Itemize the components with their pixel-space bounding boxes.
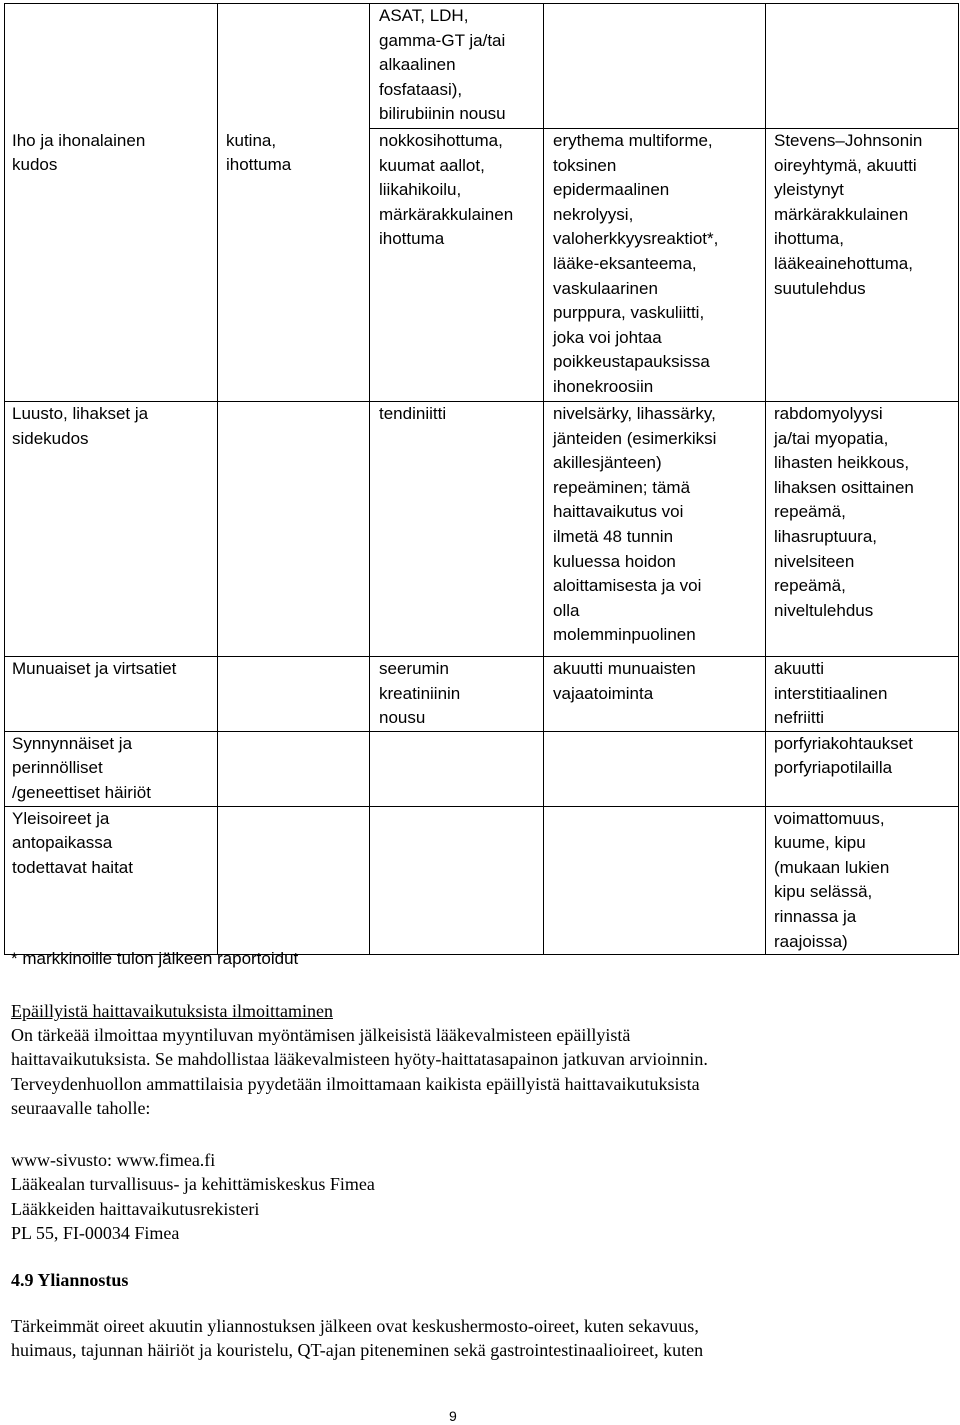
cell-line: joka voi johtaa bbox=[553, 327, 662, 347]
cell-line: ja/tai myopatia, bbox=[774, 428, 889, 448]
cell-line: kuluessa hoidon bbox=[553, 551, 676, 571]
uncommon-cell bbox=[370, 129, 544, 402]
cell-line: Yleisoireet ja bbox=[12, 808, 110, 828]
cell-line: perinnölliset bbox=[12, 758, 103, 778]
uncommon-cell bbox=[370, 731, 544, 806]
overdose-line: huimaus, tajunnan häiriöt ja kouristelu, QT-ajan piteneminen sekä gastrointestinaalioireet, kuten bbox=[11, 1340, 704, 1361]
address-website[interactable]: www-sivusto: www.fimea.fi bbox=[11, 1150, 216, 1170]
organ-class-cell bbox=[5, 129, 218, 402]
common-cell bbox=[218, 806, 370, 955]
cell-line: molemminpuolinen bbox=[553, 625, 696, 645]
cell-line: olla bbox=[553, 600, 580, 620]
cell-line: märkärakkulainen bbox=[774, 204, 909, 224]
cell-line: nefriitti bbox=[774, 708, 825, 728]
uncommon-cell bbox=[370, 806, 544, 955]
cell-line: porfyriakohtaukset bbox=[774, 733, 913, 753]
cell-line: akillesjänteen) bbox=[553, 453, 662, 473]
common-cell bbox=[218, 402, 370, 657]
cell-line: ihottuma, bbox=[774, 229, 844, 249]
cell-line: kuumat aallot, bbox=[379, 155, 485, 175]
cell-line: gamma-GT ja/tai bbox=[379, 30, 506, 50]
rare-cell bbox=[544, 129, 766, 402]
reporting-heading: Epäillyistä haittavaikutuksista ilmoittaminen bbox=[11, 1001, 333, 1021]
cell-line: oireyhtymä, akuutti bbox=[774, 155, 917, 175]
cell-line: interstitiaalinen bbox=[774, 683, 888, 703]
cell-line: lääkeainehottuma, bbox=[774, 253, 913, 273]
cell-line: sidekudos bbox=[12, 428, 89, 448]
cell-line: seerumin bbox=[379, 659, 449, 678]
cell-line: repeäminen; tämä bbox=[553, 477, 691, 497]
table-row bbox=[5, 657, 959, 732]
cell-line: bilirubiinin nousu bbox=[379, 104, 506, 124]
table-row bbox=[5, 402, 959, 657]
cell-line: kutina, bbox=[226, 130, 277, 150]
cell-line: kreatiniinin bbox=[379, 683, 461, 703]
cell-line: lihasruptuura, bbox=[774, 526, 878, 546]
cell-line: tendiniitti bbox=[379, 404, 447, 423]
organ-class-cell bbox=[5, 657, 218, 732]
reporting-line: seuraavalle taholle: bbox=[11, 1098, 151, 1119]
page-number: 9 bbox=[449, 1408, 457, 1424]
reporting-address bbox=[11, 1148, 375, 1246]
cell-line: Luusto, lihakset ja bbox=[12, 404, 149, 423]
cell-line: todettavat haitat bbox=[12, 857, 133, 877]
organ-class-cell bbox=[5, 806, 218, 955]
cell-line: jänteiden (esimerkiksi bbox=[553, 428, 717, 448]
common-cell bbox=[218, 129, 370, 402]
table-row bbox=[5, 129, 959, 402]
cell-line: Synnynnäiset ja bbox=[12, 733, 133, 753]
cell-line: erythema multiforme, bbox=[553, 131, 713, 150]
cell-line: nivelsiteen bbox=[774, 551, 855, 571]
cell-line: akuutti bbox=[774, 659, 825, 678]
cell-line: antopaikassa bbox=[12, 833, 113, 853]
rare-cell bbox=[544, 4, 766, 129]
cell-line: porfyriapotilailla bbox=[774, 758, 893, 778]
adverse-effects-table bbox=[4, 3, 959, 955]
cell-line: lääke-eksanteema, bbox=[553, 253, 697, 273]
common-cell bbox=[218, 4, 370, 129]
cell-line: nokkosihottuma, bbox=[379, 131, 503, 150]
cell-line: akuutti munuaisten bbox=[553, 659, 696, 678]
cell-line: niveltulehdus bbox=[774, 600, 874, 620]
unknown-frequency-cell bbox=[766, 129, 959, 402]
cell-line: ihonekroosiin bbox=[553, 376, 654, 396]
table-row bbox=[5, 4, 959, 129]
address-line: Lääkealan turvallisuus- ja kehittämiskeskus Fimea bbox=[11, 1174, 375, 1195]
section-heading-overdose: 4.9 Yliannostus bbox=[11, 1270, 129, 1290]
organ-class-cell bbox=[5, 4, 218, 129]
cell-line: lihasten heikkous, bbox=[774, 453, 910, 473]
organ-class-cell bbox=[5, 731, 218, 806]
uncommon-cell bbox=[370, 402, 544, 657]
cell-line: märkärakkulainen bbox=[379, 204, 514, 224]
cell-line: rinnassa ja bbox=[774, 906, 857, 926]
cell-line: ihottuma bbox=[379, 229, 445, 249]
cell-line: liikahikoilu, bbox=[379, 180, 462, 200]
rare-cell bbox=[544, 731, 766, 806]
cell-line: repeämä, bbox=[774, 502, 846, 522]
table-row bbox=[5, 731, 959, 806]
cell-line: nousu bbox=[379, 708, 426, 728]
reporting-line: Terveydenhuollon ammattilaisia pyydetään ilmoittamaan kaikista epäillyistä haittavaikutuksista bbox=[11, 1073, 700, 1094]
cell-line: toksinen bbox=[553, 155, 617, 175]
cell-line: /geneettiset häiriöt bbox=[12, 782, 151, 802]
cell-line: voimattomuus, bbox=[774, 808, 885, 828]
cell-line: nekrolyysi, bbox=[553, 204, 634, 224]
unknown-frequency-cell bbox=[766, 806, 959, 955]
cell-line: suutulehdus bbox=[774, 278, 866, 298]
reporting-line: On tärkeää ilmoittaa myyntiluvan myöntämisen jälkeisistä lääkevalmisteen epäillyistä bbox=[11, 1025, 631, 1045]
common-cell bbox=[218, 657, 370, 732]
unknown-frequency-cell bbox=[766, 402, 959, 657]
cell-line: purppura, vaskuliitti, bbox=[553, 303, 705, 323]
overdose-line: Tärkeimmät oireet akuutin yliannostuksen jälkeen ovat keskushermosto-oireet, kuten sekavuus, bbox=[11, 1316, 699, 1336]
cell-line: ASAT, LDH, bbox=[379, 6, 469, 25]
cell-line: Iho ja ihonalainen bbox=[12, 130, 146, 150]
cell-line: vaskulaarinen bbox=[553, 278, 658, 298]
cell-line: Stevens–Johnsonin bbox=[774, 131, 923, 150]
address-line: Lääkkeiden haittavaikutusrekisteri bbox=[11, 1198, 260, 1219]
cell-line: raajoissa) bbox=[774, 931, 848, 951]
cell-line: poikkeustapauksissa bbox=[553, 352, 710, 372]
cell-line: fosfataasi), bbox=[379, 79, 463, 99]
cell-line: valoherkkyysreaktiot*, bbox=[553, 229, 719, 249]
cell-line: kuume, kipu bbox=[774, 833, 866, 853]
address-line: PL 55, FI-00034 Fimea bbox=[11, 1223, 180, 1244]
unknown-frequency-cell bbox=[766, 4, 959, 129]
reporting-paragraph bbox=[11, 1023, 708, 1121]
cell-line: (mukaan lukien bbox=[774, 857, 890, 877]
cell-line: alkaalinen bbox=[379, 55, 456, 75]
rare-cell bbox=[544, 402, 766, 657]
cell-line: haittavaikutus voi bbox=[553, 502, 684, 522]
cell-line: kudos bbox=[12, 155, 58, 175]
organ-class-cell bbox=[5, 402, 218, 657]
rare-cell bbox=[544, 806, 766, 955]
cell-line: ilmetä 48 tunnin bbox=[553, 526, 674, 546]
cell-line: yleistynyt bbox=[774, 180, 844, 200]
rare-cell bbox=[544, 657, 766, 732]
cell-line: epidermaalinen bbox=[553, 180, 670, 200]
uncommon-cell bbox=[370, 4, 544, 129]
cell-line: kipu selässä, bbox=[774, 882, 873, 902]
cell-line: aloittamisesta ja voi bbox=[553, 576, 702, 596]
cell-line: rabdomyolyysi bbox=[774, 404, 883, 423]
cell-line: repeämä, bbox=[774, 576, 846, 596]
table-row bbox=[5, 806, 959, 955]
overdose-paragraph bbox=[11, 1314, 703, 1363]
cell-line: lihaksen osittainen bbox=[774, 477, 914, 497]
cell-line: nivelsärky, lihassärky, bbox=[553, 404, 716, 423]
cell-line: ihottuma bbox=[226, 155, 292, 175]
reporting-line: haittavaikutuksista. Se mahdollistaa lääkevalmisteen hyöty-haittatasapainon jatkuvan arvioinnin. bbox=[11, 1049, 708, 1070]
footnote: * markkinoille tulon jälkeen raportoidut bbox=[11, 949, 299, 968]
unknown-frequency-cell bbox=[766, 731, 959, 806]
cell-line: Munuaiset ja virtsatiet bbox=[12, 659, 177, 678]
cell-line: vajaatoiminta bbox=[553, 683, 654, 703]
common-cell bbox=[218, 731, 370, 806]
uncommon-cell bbox=[370, 657, 544, 732]
unknown-frequency-cell bbox=[766, 657, 959, 732]
